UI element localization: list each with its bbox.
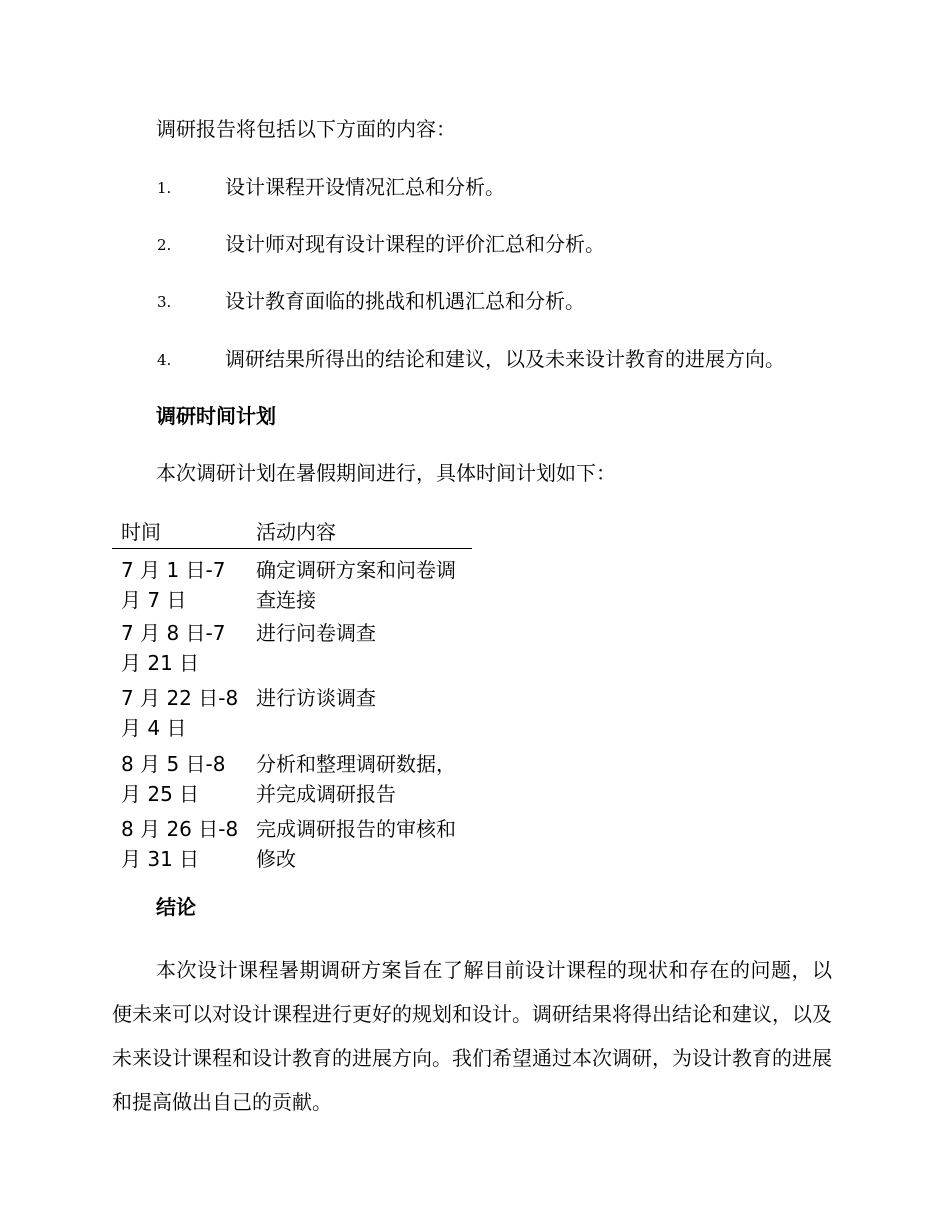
schedule-intro: 本次调研计划在暑假期间进行，具体时间计划如下： <box>156 461 616 485</box>
schedule-table <box>112 517 472 876</box>
cell-activity: 进行问卷调查 <box>256 621 376 645</box>
cell-activity: 分析和整理调研数据，并完成调研报告 <box>256 752 456 806</box>
cell-time: 7 月 1 日-7 月 7 日 <box>121 558 226 612</box>
list-item-number: 2. <box>157 236 172 254</box>
table-row <box>112 618 472 683</box>
list-item-text: 设计课程开设情况汇总和分析。 <box>225 175 505 199</box>
list-item-text: 调研结果所得出的结论和建议，以及未来设计教育的进展方向。 <box>225 347 785 371</box>
cell-time: 7 月 22 日-8 月 4 日 <box>121 686 239 740</box>
cell-time: 8 月 26 日-8 月 31 日 <box>121 817 239 871</box>
header-time: 时间 <box>121 520 161 544</box>
list-item-number: 4. <box>157 351 172 369</box>
conclusion-heading: 结论 <box>156 895 196 919</box>
report-intro: 调研报告将包括以下方面的内容： <box>156 117 456 141</box>
cell-activity: 确定调研方案和问卷调查连接 <box>256 558 456 612</box>
table-row <box>112 749 472 814</box>
list-item-text: 设计师对现有设计课程的评价汇总和分析。 <box>225 232 605 256</box>
list-item <box>0 344 950 374</box>
schedule-table-header <box>112 517 472 549</box>
cell-activity: 完成调研报告的审核和修改 <box>256 817 456 871</box>
cell-activity: 进行访谈调查 <box>256 686 376 710</box>
table-row <box>112 683 472 749</box>
schedule-heading: 调研时间计划 <box>156 404 276 428</box>
table-row <box>112 555 472 618</box>
conclusion-paragraph: 本次设计课程暑期调研方案旨在了解目前设计课程的现状和存在的问题，以便未来可以对设计课程进行更好的规划和设计。调研结果将得出结论和建议，以及未来设计课程和设计教育的进展方向。我们希望通过本次调研，为设计教育的进展和提高做出自己的贡献。 <box>112 958 832 1114</box>
list-item <box>0 286 950 316</box>
list-item <box>0 172 950 202</box>
list-item <box>0 229 950 259</box>
list-item-text: 设计教育面临的挑战和机遇汇总和分析。 <box>225 289 585 313</box>
cell-time: 7 月 8 日-7 月 21 日 <box>121 621 226 675</box>
cell-time: 8 月 5 日-8 月 25 日 <box>121 752 226 806</box>
header-activity: 活动内容 <box>256 520 336 544</box>
table-row <box>112 814 472 876</box>
list-item-number: 3. <box>157 293 172 311</box>
list-item-number: 1. <box>157 179 172 197</box>
